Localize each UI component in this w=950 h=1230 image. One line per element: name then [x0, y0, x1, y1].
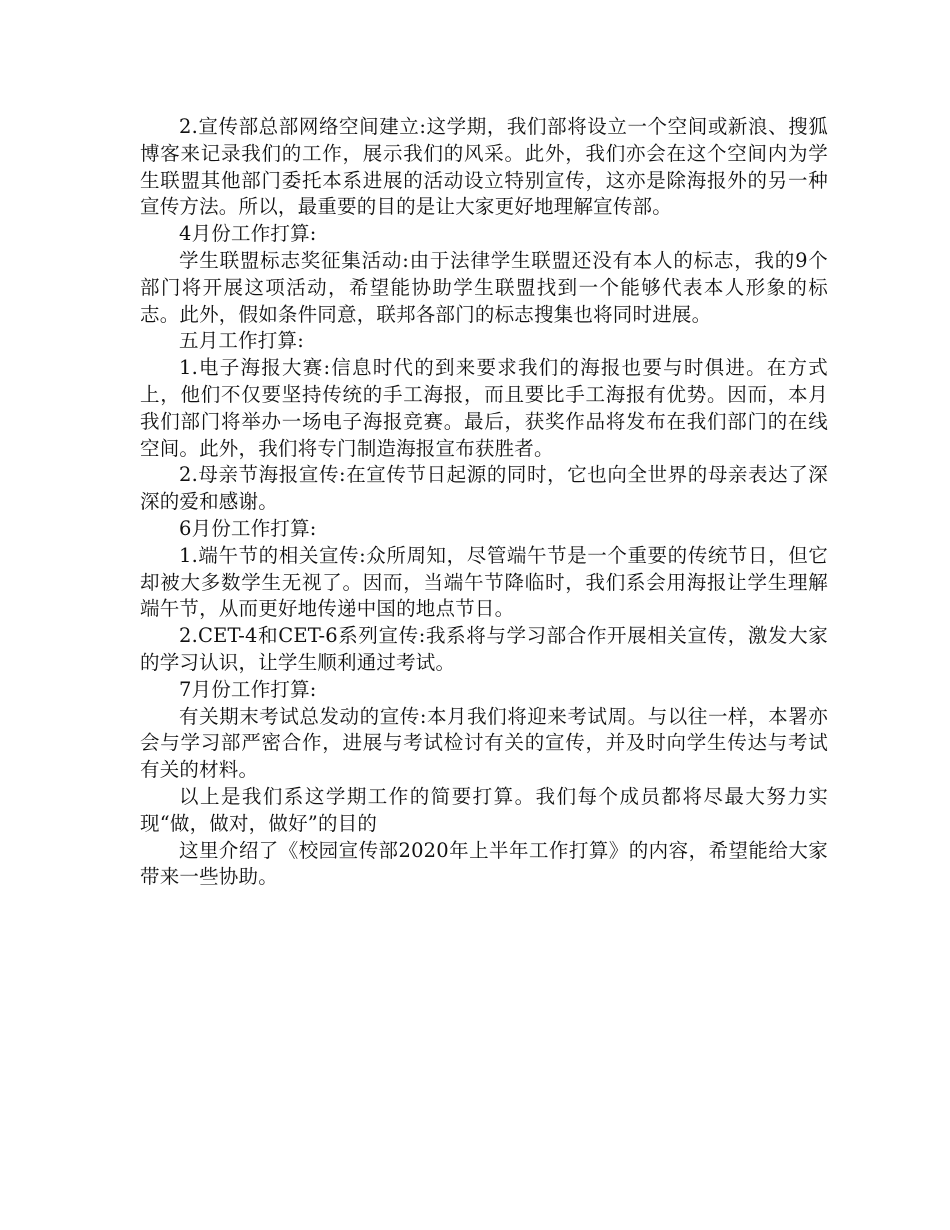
- document-body: [140, 114, 828, 891]
- heading-june-plan: 6月份工作打算:: [179, 516, 317, 540]
- heading-july-plan: 7月份工作打算:: [179, 677, 317, 701]
- paragraph-logo-contest: 学生联盟标志奖征集活动:由于法律学生联盟还没有本人的标志，我的9个部门将开展这项活动，希望能协助学生联盟找到一个能够代表本人形象的标志。此外，假如条件同意，联邦各部门的标志搜集也将同时进展。: [140, 248, 828, 326]
- paragraph-final-exam: 有关期末考试总发动的宣传:本月我们将迎来考试周。与以往一样，本署亦会与学习部严密合作，进展与考试检讨有关的宣传，并及时向学生传达与考试有关的材料。: [140, 704, 828, 782]
- paragraph-mothers-day: 2.母亲节海报宣传:在宣传节日起源的同时，它也向全世界的母亲表达了深深的爱和感谢。: [140, 463, 828, 514]
- paragraph-closing: 这里介绍了《校园宣传部2020年上半年工作打算》的内容，希望能给大家带来一些协助。: [140, 838, 828, 889]
- paragraph-e-poster-contest: 1.电子海报大赛:信息时代的到来要求我们的海报也要与时俱进。在方式上，他们不仅要坚持传统的手工海报，而且要比手工海报有优势。因而，本月我们部门将举办一场电子海报竞赛。最后，获奖作品将发布在我们部门的在线空间。此外，我们将专门制造海报宣布获胜者。: [140, 356, 828, 460]
- paragraph-dragon-boat: 1.端午节的相关宣传:众所周知，尽管端午节是一个重要的传统节日，但它却被大多数学生无视了。因而，当端午节降临时，我们系会用海报让学生理解端午节，从而更好地传递中国的地点节日。: [140, 543, 828, 621]
- paragraph-cet-promotion: 2.CET-4和CET-6系列宣传:我系将与学习部合作开展相关宣传，激发大家的学习认识，让学生顺利通过考试。: [140, 624, 828, 674]
- heading-may-plan: 五月工作打算:: [179, 329, 304, 353]
- heading-april-plan: 4月份工作打算:: [179, 222, 317, 246]
- paragraph-summary: 以上是我们系这学期工作的简要打算。我们每个成员都将尽最大努力实现“做，做对，做好”的目的: [140, 784, 828, 835]
- paragraph-network-space: 2.宣传部总部网络空间建立:这学期，我们部将设立一个空间或新浪、搜狐博客来记录我们的工作，展示我们的风采。此外，我们亦会在这个空间内为学生联盟其他部门委托本系进展的活动设立特别宣传，这亦是除海报外的另一种宣传方法。所以，最重要的目的是让大家更好地理解宣传部。: [140, 115, 828, 219]
